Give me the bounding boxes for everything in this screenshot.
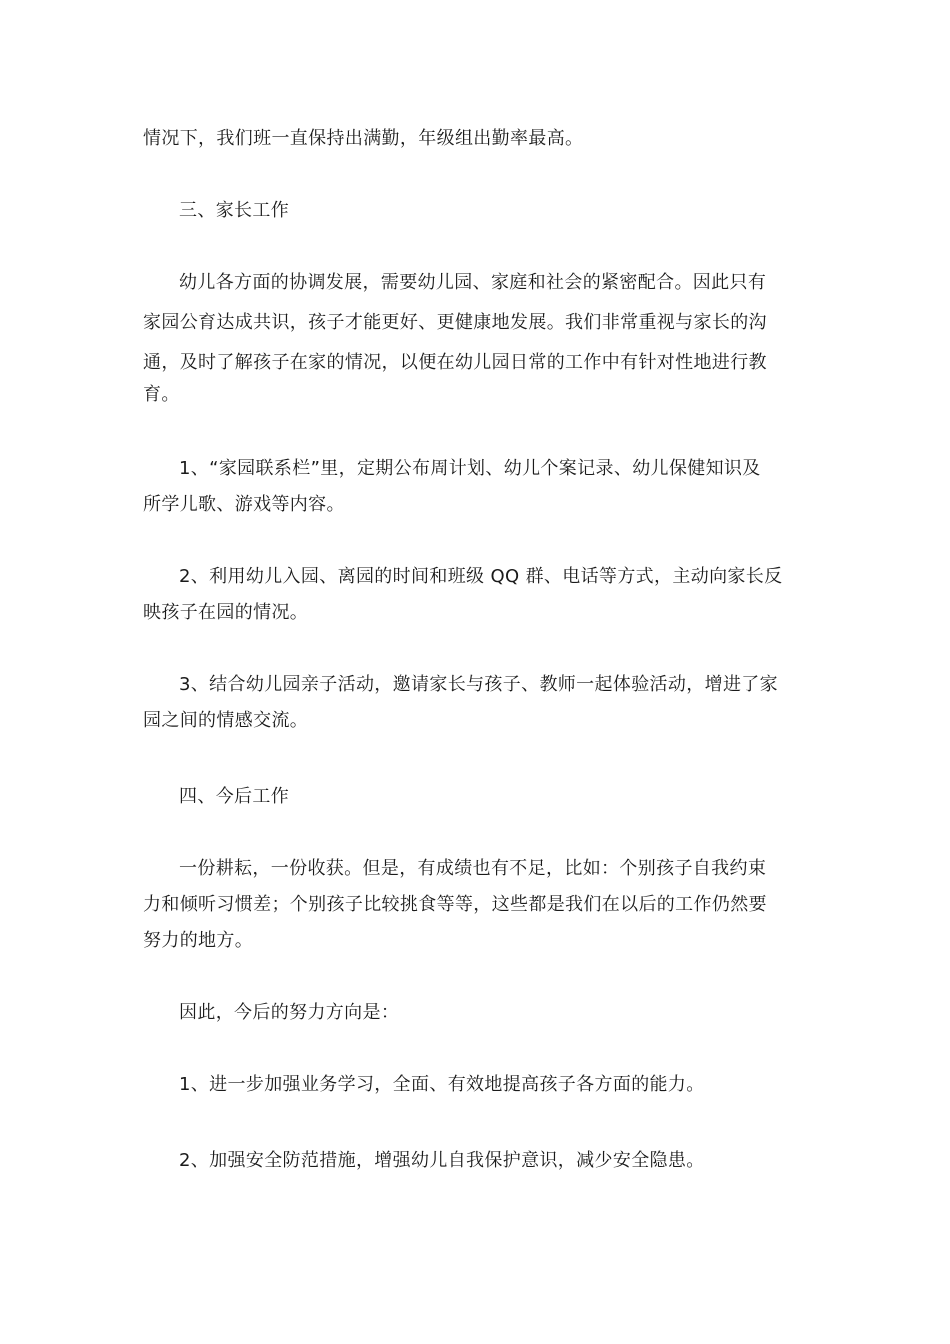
list-item-line: 3、结合幼儿园亲子活动，邀请家长与孩子、教师一起体验活动，增进了家 — [179, 674, 778, 695]
list-item-line: 2、加强安全防范措施，增强幼儿自我保护意识，减少安全隐患。 — [179, 1150, 705, 1171]
paragraph-line: 幼儿各方面的协调发展，需要幼儿园、家庭和社会的紧密配合。因此只有 — [179, 272, 767, 293]
paragraph-line: 因此，今后的努力方向是： — [179, 1002, 400, 1023]
list-item-line: 所学儿歌、游戏等内容。 — [143, 494, 345, 515]
paragraph-line: 育。 — [143, 384, 180, 405]
paragraph-line: 家园公育达成共识，孩子才能更好、更健康地发展。我们非常重视与家长的沟 — [143, 312, 767, 333]
paragraph-line: 努力的地方。 — [143, 930, 254, 951]
paragraph-line: 情况下，我们班一直保持出满勤，年级组出勤率最高。 — [143, 128, 584, 149]
paragraph-line: 力和倾听习惯差；个别孩子比较挑食等等，这些都是我们在以后的工作仍然要 — [143, 894, 767, 915]
list-item-line: 园之间的情感交流。 — [143, 710, 309, 731]
section-heading: 三、家长工作 — [179, 200, 290, 221]
list-item-line: 2、利用幼儿入园、离园的时间和班级 QQ 群、电话等方式，主动向家长反 — [179, 566, 783, 587]
paragraph-line: 一份耕耘，一份收获。但是，有成绩也有不足，比如：个别孩子自我约束 — [179, 858, 767, 879]
list-item-line: 1、“家园联系栏”里，定期公布周计划、幼儿个案记录、幼儿保健知识及 — [179, 458, 761, 479]
list-item-line: 映孩子在园的情况。 — [143, 602, 309, 623]
paragraph-line: 通，及时了解孩子在家的情况，以便在幼儿园日常的工作中有针对性地进行教 — [143, 352, 767, 373]
list-item-line: 1、进一步加强业务学习，全面、有效地提高孩子各方面的能力。 — [179, 1074, 705, 1095]
section-heading: 四、今后工作 — [179, 786, 290, 807]
